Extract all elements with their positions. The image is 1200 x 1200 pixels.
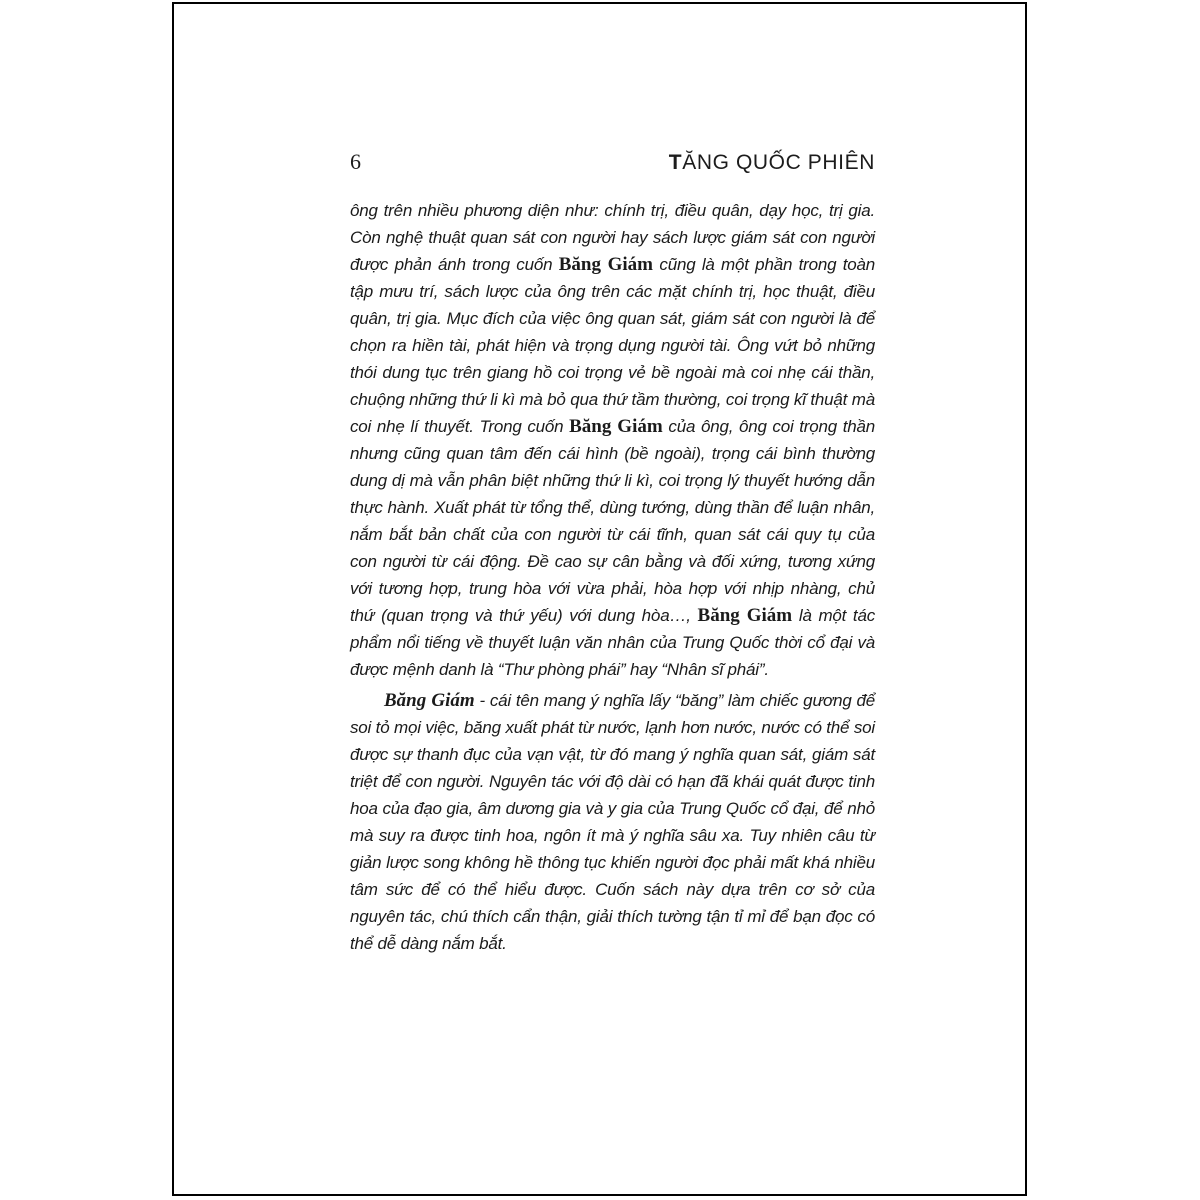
- book-title-emphasis: Băng Giám: [384, 690, 475, 711]
- text-segment: của ông, ông coi trọng thần nhưng cũng quan tâm đến cái hình (bề ngoài), trọng cái bình thường dung dị mà vẫn phân biệt những thứ li kì, coi trọng lý thuyết hướng dẫn thực hành. Xuất phát từ tổng thể, dùng tướng, dùng thần để luận nhân, nắm bắt bản chất của con người từ cái tĩnh, quan sát cái quy tụ của con người từ cái động. Đề cao sự cân bằng và đối xứng, tương xứng với tương hợp, trung hòa với vừa phải, hòa hợp với nhịp nhàng, chủ thứ (quan trọng và thứ yếu) với dung hòa…,: [350, 417, 876, 625]
- paragraph: [350, 687, 875, 957]
- running-title: [669, 151, 875, 175]
- page-number: 6: [350, 149, 361, 174]
- text-segment: ông trên nhiều phương diện như: chính trị, điều quân, dạy học, trị gia. Còn nghệ thuật quan sát con người hay sách lược giám sát con người được phản ánh trong cuốn: [350, 201, 875, 274]
- running-title-initial: T: [668, 151, 683, 174]
- book-title-emphasis: Băng Giám: [569, 416, 663, 437]
- text-segment: là một tác phẩm nổi tiếng về thuyết luận văn nhân của Trung Quốc thời cổ đại và được mệnh danh là “Thư phòng phái” hay “Nhân sĩ phái”.: [350, 606, 876, 679]
- text-segment: cũng là một phần trong toàn tập mưu trí, sách lược của ông trên các mặt chính trị, học thuật, điều quân, trị gia. Mục đích của việc ông quan sát, giám sát con người là để chọn ra hiền tài, phát hiện và trọng dụng người tài. Ông vứt bỏ những thói dung tục trên giang hồ coi trọng vẻ bề ngoài mà coi nhẹ cái thần, chuộng những thứ li kì mà bỏ qua thứ tầm thường, coi trọng kĩ thuật mà coi nhẹ lí thuyết. Trong cuốn: [350, 255, 876, 436]
- running-title-rest: ĂNG QUỐC PHIÊN: [682, 151, 875, 174]
- page-body: [350, 197, 875, 957]
- text-segment: - cái tên mang ý nghĩa lấy “băng” làm chiếc gương để soi tỏ mọi việc, băng xuất phát từ nước, lạnh hơn nước, nước có thể soi được sự thanh đục của vạn vật, từ đó mang ý nghĩa quan sát, giám sát triệt để con người. Nguyên tác với độ dài có hạn đã khái quát được tinh hoa của đạo gia, âm dương gia và y gia của Trung Quốc cổ đại, để nhỏ mà suy ra được tinh hoa, ngôn ít mà ý nghĩa sâu xa. Tuy nhiên câu từ giản lược song không hề thông tục khiến người đọc phải mất khá nhiều tâm sức để có thể hiểu được. Cuốn sách này dựa trên cơ sở của nguyên tác, chú thích cẩn thận, giải thích tường tận tỉ mỉ để bạn đọc có thể dễ dàng nắm bắt.: [350, 691, 875, 953]
- paragraph: [350, 197, 875, 683]
- page-header: [350, 149, 875, 175]
- book-title-emphasis: Băng Giám: [558, 254, 653, 275]
- book-title-emphasis: Băng Giám: [697, 605, 793, 626]
